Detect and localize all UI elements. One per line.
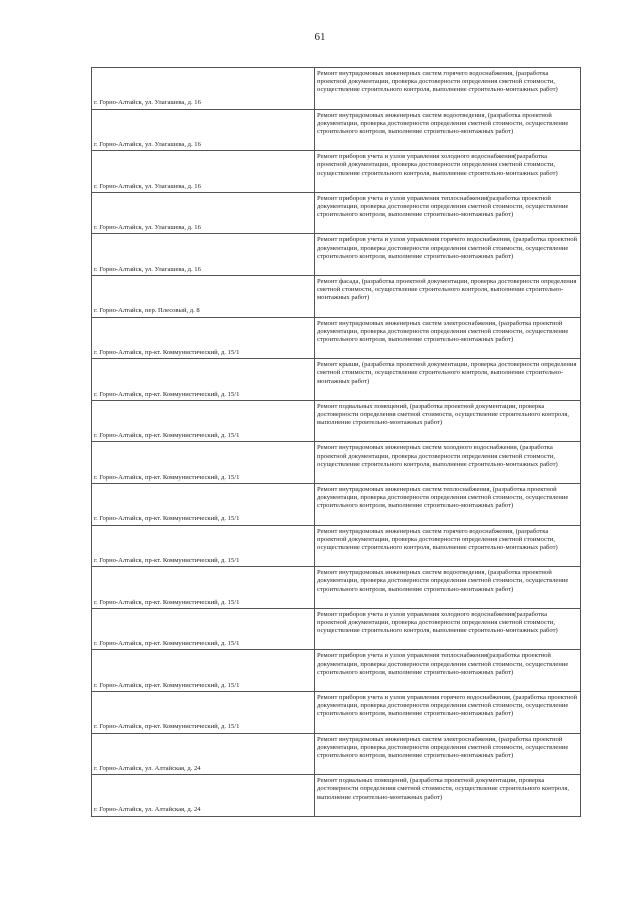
table-row [92, 109, 581, 151]
address-cell: г. Горно-Алтайск, ул. Алтайская, д. 24 [92, 733, 315, 775]
work-description-cell: Ремонт фасада, (разработка проектной документации, проверка достоверности определения сметной стоимости, осуществление строительного контроля, выполнение строительно-монтажных работ) [315, 275, 581, 317]
address-cell: г. Горно-Алтайск, ул. Улагашева, д. 16 [92, 151, 315, 193]
work-description-cell: Ремонт подвальных помещений, (разработка проектной документации, проверка достоверности определения сметной стоимости, осуществление строительного контроля, выполнение строительно-монтажных работ) [315, 775, 581, 817]
address-cell: г. Горно-Алтайск, пр-кт. Коммунистический, д. 15/1 [92, 608, 315, 650]
page-number: 61 [314, 31, 326, 43]
work-description-cell: Ремонт приборов учета и узлов управления теплоснабжения(разработка проектной документации, проверка достоверности определения сметной стоимости, осуществление строительного контроля, выполнение строительно-монтажных работ) [315, 192, 581, 234]
table-row [92, 442, 581, 484]
address-cell: г. Горно-Алтайск, пр-кт. Коммунистический, д. 15/1 [92, 359, 315, 401]
table-row [92, 68, 581, 110]
work-description-cell: Ремонт приборов учета и узлов управления горячего водоснабжения, (разработка проектной документации, проверка достоверности определения сметной стоимости, осуществление строительного контроля, выполнение строительно-монтажных работ) [315, 234, 581, 276]
table-row [92, 275, 581, 317]
address-cell: г. Горно-Алтайск, пр-кт. Коммунистический, д. 15/1 [92, 317, 315, 359]
work-description-cell: Ремонт внутридомовых инженерных систем горячего водоснабжения, (разработка проектной документации, проверка достоверности определения сметной стоимости, осуществление строительного контроля, выполнение строительно-монтажных работ) [315, 525, 581, 567]
table-row [92, 525, 581, 567]
work-description-cell: Ремонт приборов учета и узлов управления холодного водоснабжения(разработка проектной документации, проверка достоверности определения сметной стоимости, осуществление строительного контроля, выполнение строительно-монтажных работ) [315, 608, 581, 650]
address-cell: г. Горно-Алтайск, пр-кт. Коммунистический, д. 15/1 [92, 442, 315, 484]
work-description-cell: Ремонт внутридомовых инженерных систем горячего водоснабжения, (разработка проектной документации, проверка достоверности определения сметной стоимости, осуществление строительного контроля, выполнение строительно-монтажных работ) [315, 68, 581, 110]
table-row [92, 359, 581, 401]
address-cell: г. Горно-Алтайск, пр-кт. Коммунистический, д. 15/1 [92, 400, 315, 442]
table-row [92, 192, 581, 234]
table-row [92, 650, 581, 692]
work-description-cell: Ремонт подвальных помещений, (разработка проектной документации, проверка достоверности определения сметной стоимости, осуществление строительного контроля, выполнение строительно-монтажных работ) [315, 400, 581, 442]
work-description-cell: Ремонт внутридомовых инженерных систем электроснабжения, (разработка проектной документации, проверка достоверности определения сметной стоимости, осуществление строительного контроля, выполнение строительно-монтажных работ) [315, 317, 581, 359]
table-row [92, 608, 581, 650]
table-row [92, 234, 581, 276]
works-table [91, 67, 581, 817]
address-cell: г. Горно-Алтайск, пр-кт. Коммунистический, д. 15/1 [92, 650, 315, 692]
work-description-cell: Ремонт внутридомовых инженерных систем теплоснабжения, (разработка проектной документации, проверка достоверности определения сметной стоимости, осуществление строительного контроля, выполнение строительно-монтажных работ) [315, 483, 581, 525]
address-cell: г. Горно-Алтайск, ул. Улагашева, д. 16 [92, 68, 315, 110]
table-row [92, 400, 581, 442]
table-row [92, 567, 581, 609]
address-cell: г. Горно-Алтайск, ул. Улагашева, д. 16 [92, 109, 315, 151]
work-description-cell: Ремонт внутридомовых инженерных систем водоотведения, (разработка проектной документации, проверка достоверности определения сметной стоимости, осуществление строительного контроля, выполнение строительно-монтажных работ) [315, 109, 581, 151]
address-cell: г. Горно-Алтайск, пр-кт. Коммунистический, д. 15/1 [92, 525, 315, 567]
address-cell: г. Горно-Алтайск, пр-кт. Коммунистический, д. 15/1 [92, 483, 315, 525]
work-description-cell: Ремонт внутридомовых инженерных систем электроснабжения, (разработка проектной документации, проверка достоверности определения сметной стоимости, осуществление строительного контроля, выполнение строительно-монтажных работ) [315, 733, 581, 775]
address-cell: г. Горно-Алтайск, ул. Улагашева, д. 16 [92, 234, 315, 276]
table-row [92, 151, 581, 193]
table-row [92, 483, 581, 525]
work-description-cell: Ремонт приборов учета и узлов управления горячего водоснабжения, (разработка проектной документации, проверка достоверности определения сметной стоимости, осуществление строительного контроля, выполнение строительно-монтажных работ) [315, 691, 581, 733]
table-row [92, 775, 581, 817]
work-description-cell: Ремонт крыши, (разработка проектной документации, проверка достоверности определения сметной стоимости, осуществление строительного контроля, выполнение строительно-монтажных работ) [315, 359, 581, 401]
address-cell: г. Горно-Алтайск, ул. Алтайская, д. 24 [92, 775, 315, 817]
address-cell: г. Горно-Алтайск, пр-кт. Коммунистический, д. 15/1 [92, 691, 315, 733]
address-cell: г. Горно-Алтайск, ул. Улагашева, д. 16 [92, 192, 315, 234]
address-cell: г. Горно-Алтайск, пер. Плесовый, д. 8 [92, 275, 315, 317]
table-row [92, 691, 581, 733]
table-row [92, 733, 581, 775]
table-row [92, 317, 581, 359]
work-description-cell: Ремонт внутридомовых инженерных систем водоотведения, (разработка проектной документации, проверка достоверности определения сметной стоимости, осуществление строительного контроля, выполнение строительно-монтажных работ) [315, 567, 581, 609]
work-description-cell: Ремонт приборов учета и узлов управления теплоснабжения(разработка проектной документации, проверка достоверности определения сметной стоимости, осуществление строительного контроля, выполнение строительно-монтажных работ) [315, 650, 581, 692]
works-table-body [92, 68, 581, 817]
work-description-cell: Ремонт приборов учета и узлов управления холодного водоснабжения(разработка проектной документации, проверка достоверности определения сметной стоимости, осуществление строительного контроля, выполнение строительно-монтажных работ) [315, 151, 581, 193]
work-description-cell: Ремонт внутридомовых инженерных систем холодного водоснабжения, (разработка проектной документации, проверка достоверности определения сметной стоимости, осуществление строительного контроля, выполнение строительно-монтажных работ) [315, 442, 581, 484]
address-cell: г. Горно-Алтайск, пр-кт. Коммунистический, д. 15/1 [92, 567, 315, 609]
